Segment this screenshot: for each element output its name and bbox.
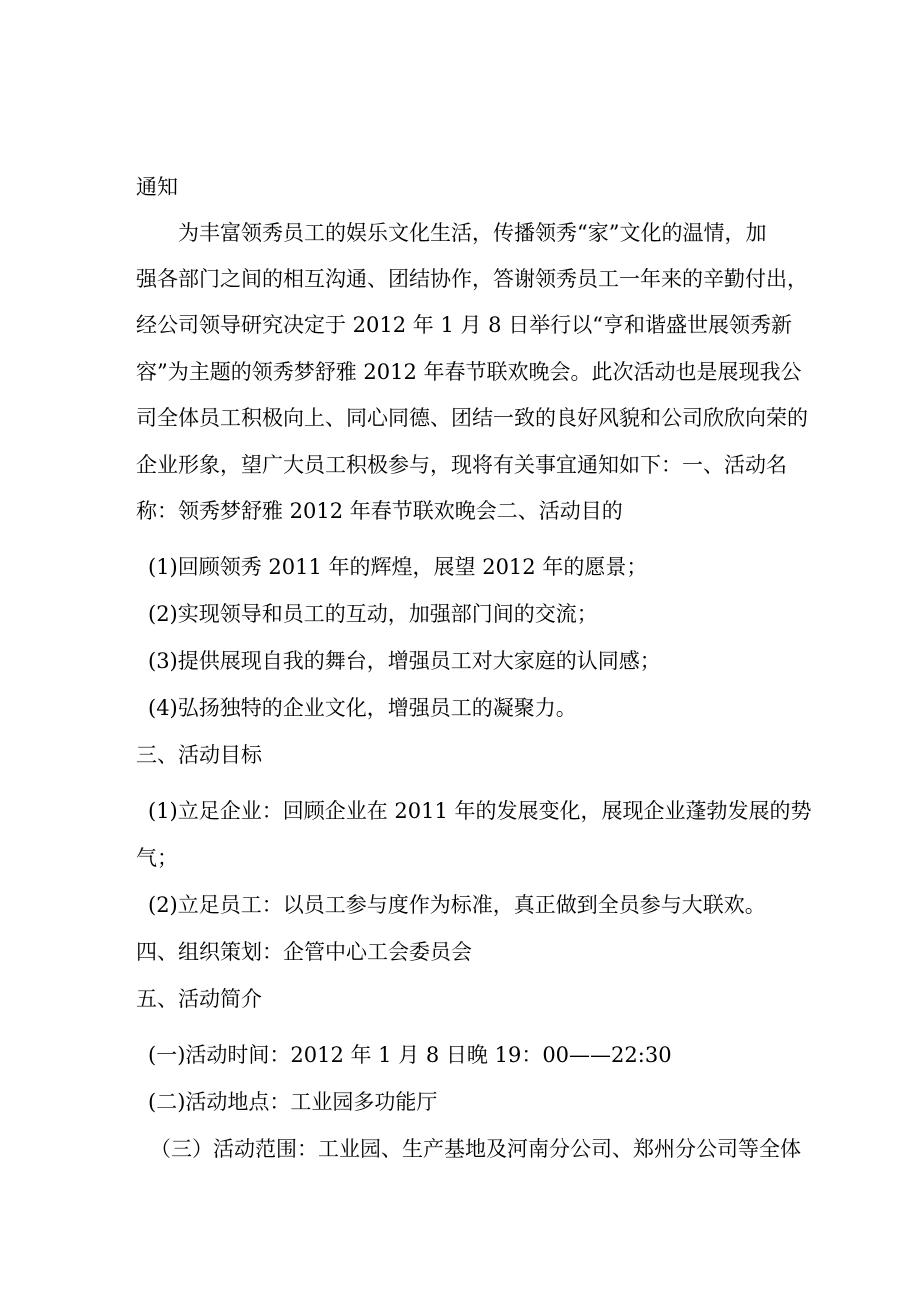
- target-item-2: (2)立足员工：以员工参与度作为标准，真正做到全员参与大联欢。: [148, 893, 766, 917]
- goal-item-2: (2)实现领导和员工的互动，加强部门间的交流；: [148, 602, 598, 626]
- target-item-1: (1)立足企业：回顾企业在 2011 年的发展变化，展现企业蓬勃发展的势: [148, 799, 812, 823]
- paragraph-line-7: 称：领秀梦舒雅 2012 年春节联欢晚会二、活动目的: [136, 499, 623, 523]
- goal-item-3: (3)提供展现自我的舞台，增强员工对大家庭的认同感；: [148, 649, 661, 673]
- paragraph-line-1: 为丰富领秀员工的娱乐文化生活，传播领秀“家”文化的温情，加: [178, 221, 767, 245]
- paragraph-line-3: 经公司领导研究决定于 2012 年 1 月 8 日举行以“亨和谐盛世展领秀新: [136, 313, 792, 337]
- section-5-heading: 五、活动简介: [136, 987, 262, 1011]
- intro-item-scope: （三）活动范围：工业园、生产基地及河南分公司、郑州分公司等全体: [150, 1137, 801, 1161]
- document-title: 通知: [136, 175, 178, 199]
- section-3-heading: 三、活动目标: [136, 743, 262, 767]
- intro-item-location: (二)活动地点：工业园多功能厅: [148, 1090, 438, 1114]
- section-4-heading: 四、组织策划：企管中心工会委员会: [136, 940, 472, 964]
- goal-item-4: (4)弘扬独特的企业文化，增强员工的凝聚力。: [148, 696, 577, 720]
- paragraph-line-6: 企业形象，望广大员工积极参与，现将有关事宜通知如下：一、活动名: [136, 453, 787, 477]
- paragraph-line-4: 容”为主题的领秀梦舒雅 2012 年春节联欢晚会。此次活动也是展现我公: [136, 360, 802, 384]
- target-item-1-cont: 气；: [136, 846, 178, 870]
- paragraph-line-5: 司全体员工积极向上、同心同德、团结一致的良好风貌和公司欣欣向荣的: [136, 406, 808, 430]
- intro-item-time: (一)活动时间：2012 年 1 月 8 日晚 19：00——22:30: [148, 1043, 672, 1067]
- paragraph-line-2: 强各部门之间的相互沟通、团结协作，答谢领秀员工一年来的辛勤付出，: [136, 267, 808, 291]
- goal-item-1: (1)回顾领秀 2011 年的辉煌，展望 2012 年的愿景；: [148, 555, 648, 579]
